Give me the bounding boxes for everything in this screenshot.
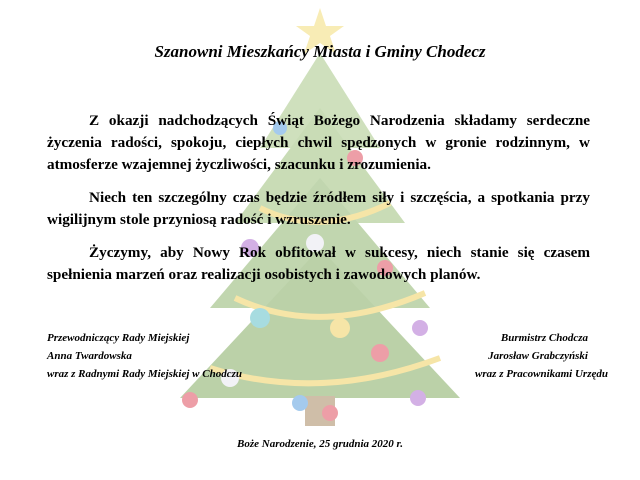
signature-right-name: Jarosław Grabczyński [488, 350, 588, 362]
page-title: Szanowni Mieszkańcy Miasta i Gminy Chodecz [154, 42, 486, 61]
greeting-paragraph-1: Z okazji nadchodzących Świąt Bożego Narodzenia składamy serdeczne życzenia radości, spokoju, ciepłych chwil spędzonych w gronie rodzinnym, w atmosferze wzajemnej życzliwości, szacunku i zrozumienia. [47, 112, 590, 173]
greeting-body [47, 110, 590, 297]
signature-left-role: Przewodniczący Rady Miejskiej [47, 332, 190, 344]
greeting-paragraph-2: Niech ten szczególny czas będzie źródłem siły i szczęścia, a spotkania przy wigilijnym stole przyniosą radość i wzruszenie. [47, 189, 590, 228]
signature-left-name: Anna Twardowska [47, 350, 132, 362]
signature-left [47, 329, 242, 383]
footer-date: Boże Narodzenie, 25 grudnia 2020 r. [237, 438, 403, 450]
greeting-paragraph-3: Życzymy, aby Nowy Rok obfitował w sukcesy, niech stanie się czasem spełnienia marzeń oraz realizacji osobistych i zawodowych planów. [47, 244, 590, 283]
signature-right-role: Burmistrz Chodcza [500, 332, 588, 344]
signature-right-with: wraz z Pracownikami Urzędu [475, 368, 608, 380]
signature-left-with: wraz z Radnymi Rady Miejskiej w Chodczu [47, 368, 242, 380]
signature-right [475, 329, 608, 383]
